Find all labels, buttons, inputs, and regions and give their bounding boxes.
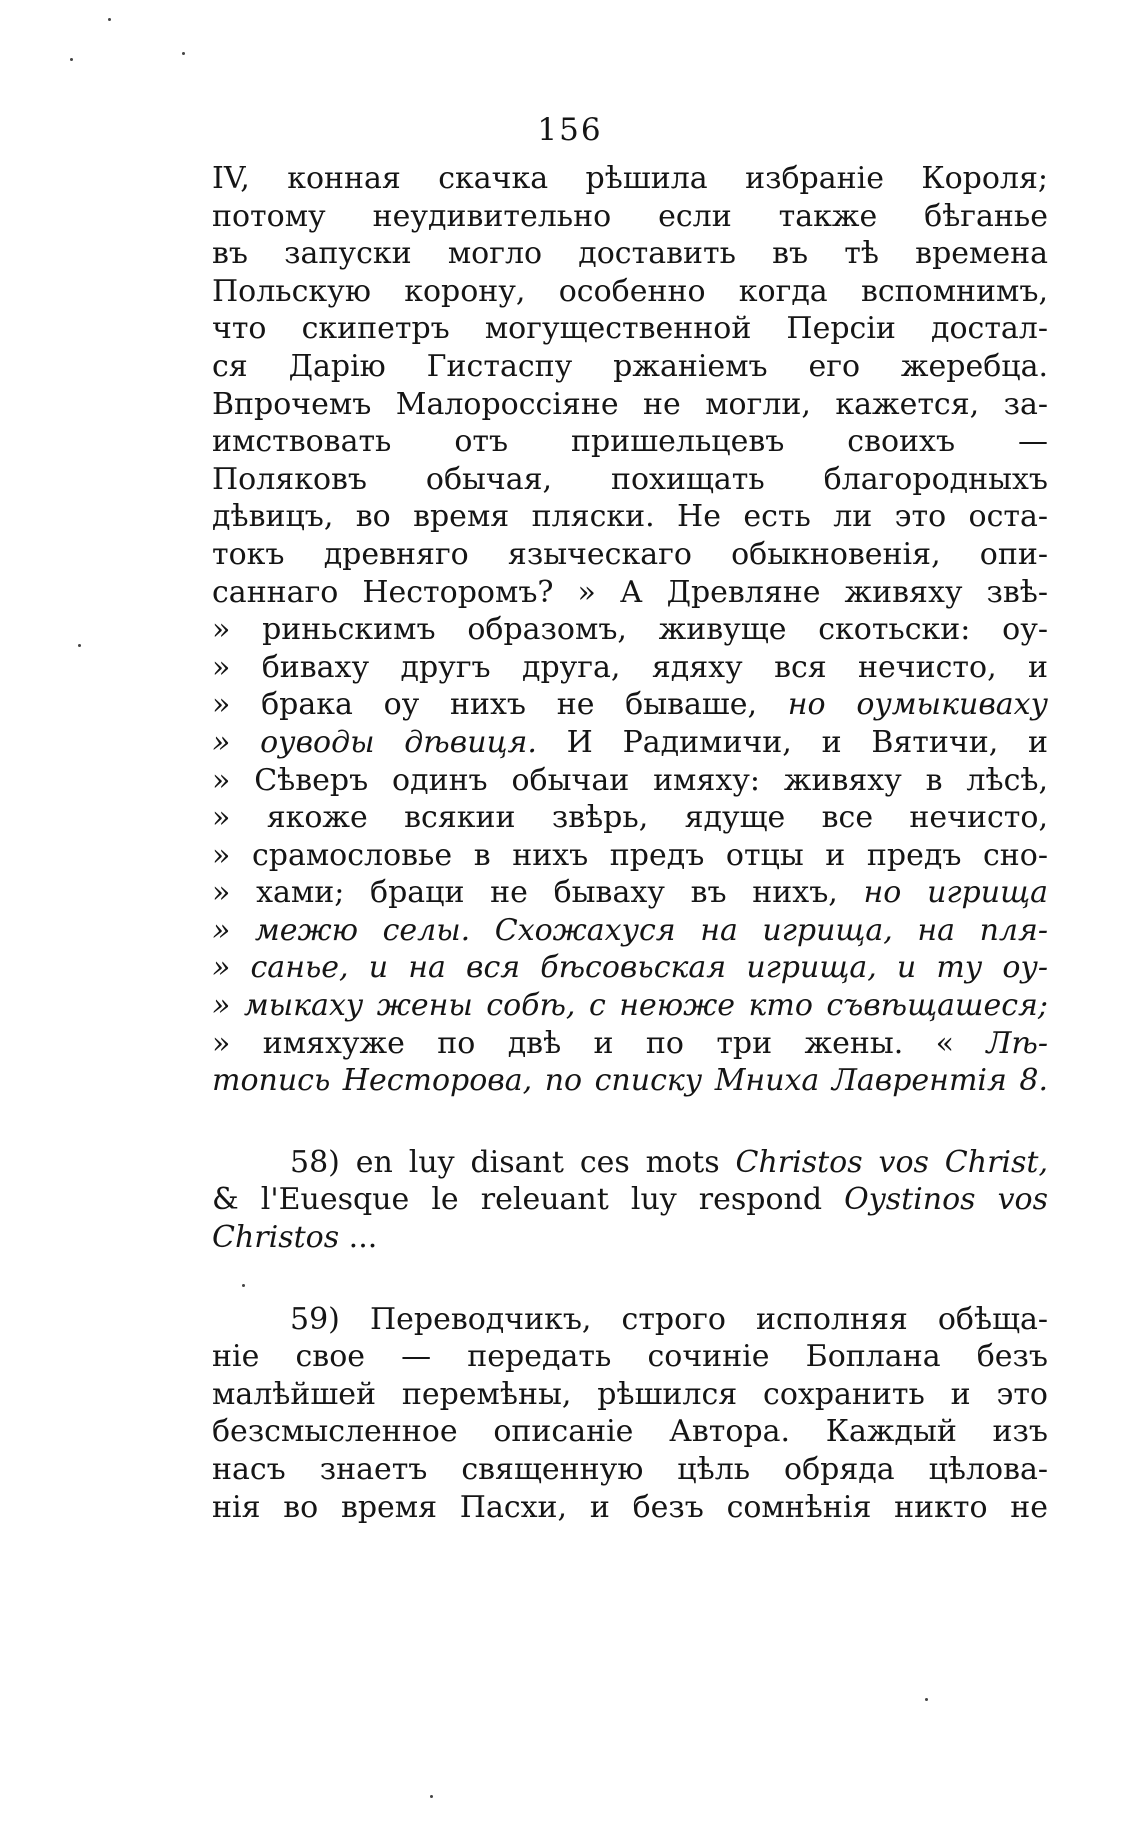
text-line [212, 912, 1048, 950]
footnote-58 [212, 1144, 1048, 1257]
italic-span: топись Несторова, по списку Мниха Лаврентія 8. [212, 1063, 1048, 1099]
text-span: И Радимичи, и Вятичи, и [536, 724, 1048, 760]
text-line: безсмысленное описаніе Автора. Каждый изъ [212, 1414, 1048, 1450]
text-line [212, 987, 1048, 1025]
text-line: ніе свое — передать сочиніе Боплана безъ [212, 1339, 1048, 1375]
paper-speck [925, 1698, 928, 1701]
italic-span: » оуводы дѣвиця. [212, 724, 537, 760]
text-span: & l'Euesque le releuant luy respond [212, 1182, 845, 1218]
text-span: » имяхуже по двѣ и по три жены. « [212, 1025, 987, 1061]
text-line: малѣйшей перемѣны, рѣшился сохранить и это [212, 1376, 1048, 1412]
page-number: 156 [537, 112, 603, 148]
text-line: ся Дарію Гистаспу ржаніемъ его жеребца. [212, 348, 1048, 384]
text-line [212, 874, 1048, 912]
text-line: имствовать отъ пришельцевъ своихъ — [212, 424, 1048, 460]
text-span: » брака оу нихъ не бываше, [212, 687, 788, 723]
paper-speck [430, 1795, 433, 1798]
text-line: насъ знаетъ священную цѣль обряда цѣлова- [212, 1452, 1048, 1487]
text-line: саннаго Несторомъ? » А Древляне живяху звѣ- [212, 574, 1048, 610]
text-line [212, 1219, 1048, 1257]
paper-speck [108, 18, 111, 21]
text-line: » риньскимъ образомъ, живуще скотьски: оу- [212, 612, 1048, 648]
text-line [212, 1062, 1048, 1100]
italic-span: » санье, и на вся бѣсовьская игрища, и ту оу- [212, 950, 1048, 986]
text-line: въ запуски могло доставить въ тѣ времена [212, 236, 1048, 272]
text-span: » хами; браци не бываху въ нихъ, [212, 875, 864, 911]
italic-span: Oystinos vos [844, 1182, 1048, 1218]
text-line [212, 1025, 1048, 1063]
text-line: » Сѣверъ одинъ обычаи имяху: живяху в лѣсѣ, [212, 762, 1048, 798]
text-line: Поляковъ обычая, похищать благородныхъ [212, 461, 1048, 497]
text-line: 59) Переводчикъ, строго исполняя обѣща- [290, 1301, 1048, 1337]
text-line: » биваху другъ друга, ядяху вся нечисто, и [212, 649, 1048, 685]
paragraph-main [212, 160, 1048, 1100]
text-line: IV, конная скачка рѣшила избраніе Короля; [212, 161, 1048, 196]
italic-span: но игрища [863, 875, 1048, 911]
paper-speck [182, 52, 185, 55]
italic-span: Christos [212, 1220, 340, 1256]
text-line: что скипетръ могущественной Персіи достал- [212, 311, 1048, 347]
text-span: 58) en luy disant ces mots [290, 1144, 736, 1180]
italic-span: Christos vos Christ, [735, 1144, 1048, 1180]
text-line: Польскую корону, особенно когда вспомнимъ, [212, 273, 1048, 309]
paper-speck [242, 1284, 245, 1287]
text-line: потому неудивительно если также бѣганье [212, 198, 1048, 234]
italic-span: » межю селы. Схожахуся на игрища, на пля- [212, 912, 1048, 948]
text-line [212, 686, 1048, 724]
text-span: ... [339, 1220, 378, 1256]
text-line: Впрочемъ Малороссіяне не могли, кажется, за- [212, 386, 1048, 422]
paper-speck [70, 58, 73, 61]
text-line: нія во время Пасхи, и безъ сомнѣнія никто не [212, 1489, 1048, 1525]
text-line [212, 1181, 1048, 1219]
text-line [212, 949, 1048, 987]
text-line: » срамословье в нихъ предъ отцы и предъ сно- [212, 837, 1048, 873]
footnote-59 [212, 1301, 1048, 1527]
text-line [212, 724, 1048, 762]
italic-span: » мыкаху жены собѣ, с неюже кто съвѣщашеся; [212, 988, 1048, 1024]
text-line: токъ древняго языческаго обыкновенія, опи- [212, 536, 1048, 572]
text-line [212, 1144, 1048, 1182]
text-line: дѣвицъ, во время пляски. Не есть ли это оста- [212, 499, 1048, 535]
italic-span: но оумыкиваху [787, 687, 1048, 723]
paragraph-gap [212, 1100, 1048, 1144]
italic-span: Лѣ- [986, 1025, 1048, 1061]
paper-speck [78, 644, 81, 647]
text-line: » якоже всякии звѣрь, ядуще все нечисто, [212, 800, 1048, 836]
paragraph-gap [212, 1257, 1048, 1301]
text-block [212, 160, 1048, 1526]
